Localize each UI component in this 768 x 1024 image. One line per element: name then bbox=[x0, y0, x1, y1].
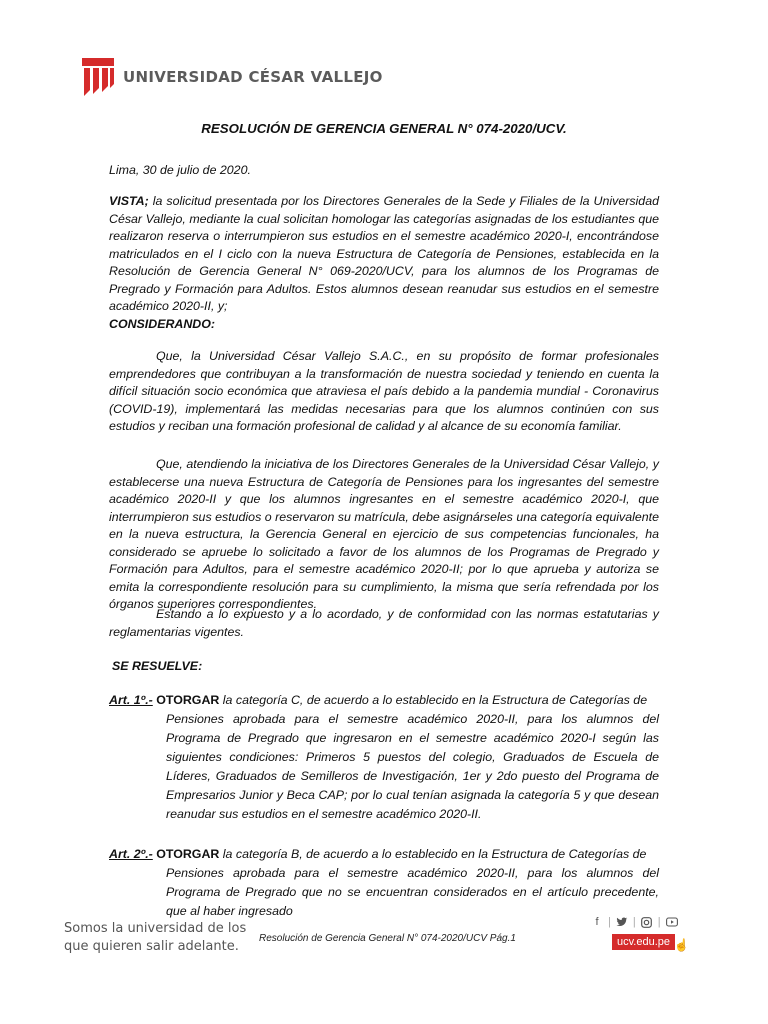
paragraph-1: Que, la Universidad César Vallejo S.A.C., en su propósito de formar profesionales emprendedores que contribuyan a la transformación de nuestra sociedad y teniendo en cuenta la difícil situación socio económica que atraviesa el país debido a la pandemia mundial - Coronavirus (COVID-19), implementará las medidas necesarias para que los alumnos continúen con sus estudios y reciban una formación profesional de calidad y al alcance de su economía familiar. bbox=[109, 349, 659, 433]
article-2-first-line: la categoría B, de acuerdo a lo establecido en la Estructura de Categorías de bbox=[222, 847, 647, 861]
paragraph-2: Que, atendiendo la iniciativa de los Directores Generales de la Universidad César Vallejo, y establecerse una nueva Estructura de Categoría de Pensiones para los ingresantes del semestre académico 2020-II y que los alumnos ingresantes en el semestre académico 2020-I, que interrumpieron sus estudios o reservaron su matrícula, debe asignárseles una categoría equivalente en la nueva estructura, la Gerencia General en ejercicio de sus competencias funcionales, ha considerado se apruebe lo solicitado a favor de los alumnos de los Programas de Pregrado y Formación para Adultos, para el semestre académico 2020-II; por lo que aprueba y autoriza se emita la correspondiente resolución para su cumplimiento, la misma que sería refrendada por los órganos superiores correspondientes. bbox=[109, 457, 659, 611]
article-2-action: OTORGAR bbox=[156, 847, 220, 861]
page-title: RESOLUCIÓN DE GERENCIA GENERAL N° 074-2020/UCV. bbox=[201, 121, 567, 136]
article-1-first-line: la categoría C, de acuerdo a lo establecido en la Estructura de Categorías de bbox=[222, 693, 648, 707]
document-date: Lima, 30 de julio de 2020. bbox=[109, 163, 251, 177]
youtube-icon[interactable] bbox=[665, 915, 679, 929]
footer-slogan bbox=[64, 920, 246, 956]
paragraph-3: Estando a lo expuesto y a lo acordado, y de conformidad con las normas estatutarias y reglamentarias vigentes. bbox=[109, 607, 659, 639]
facebook-icon[interactable]: f bbox=[595, 916, 599, 928]
slogan-line-1: Somos la universidad de los bbox=[64, 921, 247, 936]
article-2-label: Art. 2º.- bbox=[109, 847, 153, 861]
ucv-logo bbox=[80, 56, 383, 98]
article-2 bbox=[109, 845, 659, 918]
article-1-body: Pensiones aprobada para el semestre académico 2020-II, para los alumnos del Programa de Pregrado que ingresaron en el semestre académico 2020-I según las siguientes condiciones: Primeros 5 puestos del colegio, Graduados de Escuela de Líderes, Graduados de Semilleros de Investigación, 1er y 2do puesto del Programa de Empresarios Junior y Beca CAP; por lo cual tenían asignada la categoría 5 y que desean reanudar sus estudios en el semestre académico 2020-II. bbox=[166, 712, 659, 821]
article-1-label: Art. 1º.- bbox=[109, 693, 153, 707]
se-resuelve-heading: SE RESUELVE: bbox=[112, 659, 203, 673]
vista-paragraph bbox=[109, 193, 659, 316]
logo-text: UNIVERSIDAD CÉSAR VALLEJO bbox=[123, 67, 383, 86]
website-link[interactable]: ucv.edu.pe bbox=[612, 934, 675, 950]
footer-page-reference: Resolución de Gerencia General N° 074-2020/UCV Pág.1 bbox=[259, 933, 516, 944]
twitter-icon[interactable] bbox=[615, 915, 629, 929]
instagram-icon[interactable] bbox=[640, 915, 654, 929]
ucv-shield-icon bbox=[80, 56, 116, 98]
vista-label: VISTA; bbox=[109, 194, 149, 208]
article-2-body: Pensiones aprobada para el semestre académico 2020-II, para los alumnos del Programa de Pregrado que no se encuentran considerados en el artículo precedente, que al haber ingresado bbox=[166, 866, 659, 918]
vista-text: la solicitud presentada por los Directores Generales de la Sede y Filiales de la Universidad César Vallejo, mediante la cual solicitan homologar las categorías asignadas de los estudiantes que realizaron reserva o interrumpieron sus estudios en el semestre académico 2020-I, encontrándose matriculados en el I ciclo con la nueva Estructura de Categoría de Pensiones, establecida en la Resolución de Gerencia General N° 069-2020/UCV, para los alumnos de los Programas de Pregrado y Formación para Adultos. Estos alumnos desean reanudar sus estudios en el semestre académico 2020-II, y; bbox=[109, 194, 659, 313]
considerando-label: CONSIDERANDO: bbox=[109, 317, 216, 331]
social-links: f | | | bbox=[590, 915, 679, 929]
considerando-heading bbox=[109, 316, 659, 334]
article-1 bbox=[109, 691, 659, 824]
article-1-action: OTORGAR bbox=[156, 693, 220, 707]
slogan-line-2: que quieren salir adelante. bbox=[64, 939, 239, 954]
hand-cursor-icon: ☝ bbox=[674, 938, 689, 952]
